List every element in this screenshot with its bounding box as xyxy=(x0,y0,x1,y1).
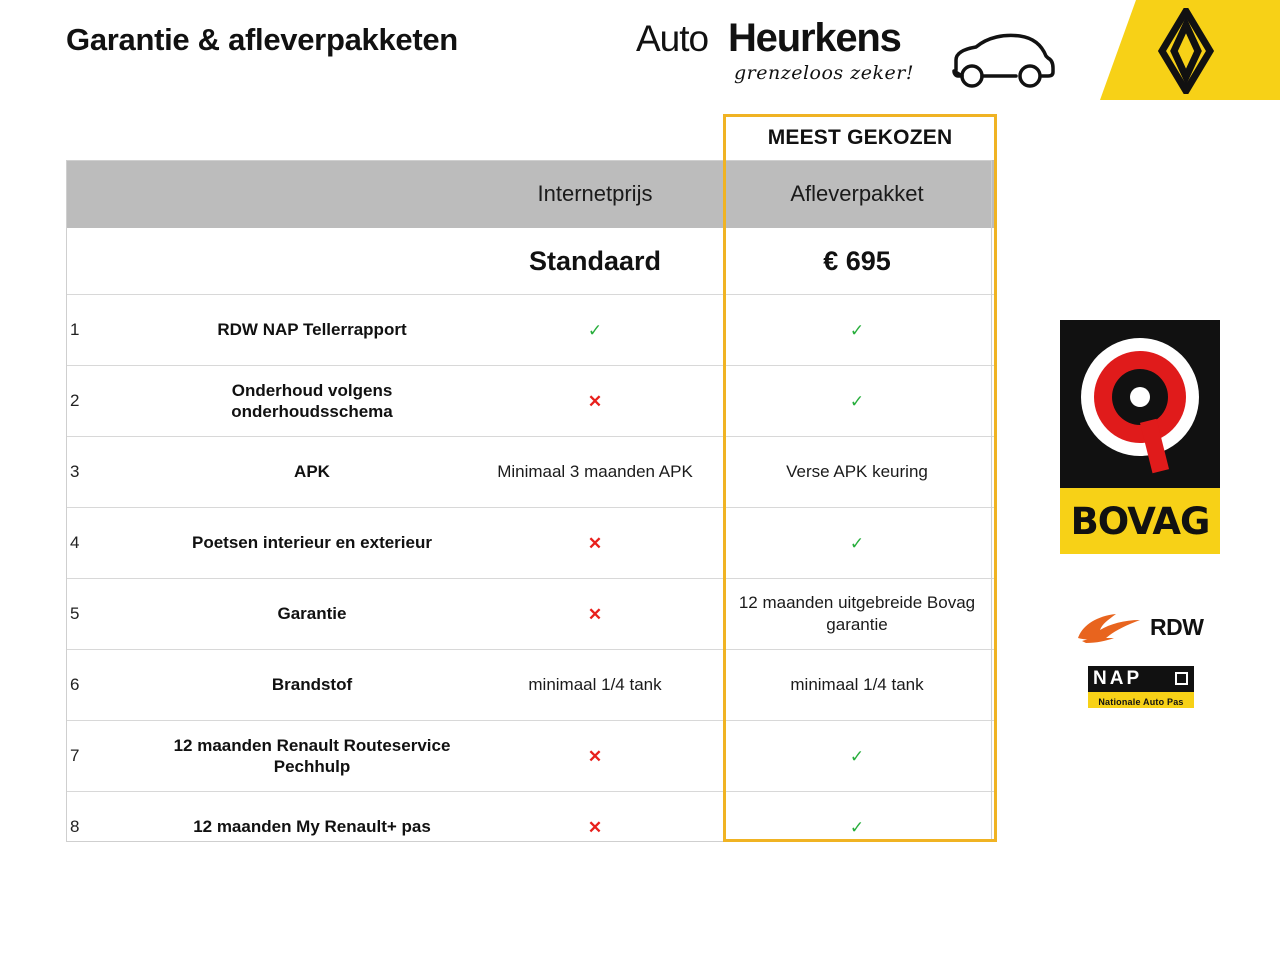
header-cell-package: Afleverpakket xyxy=(720,160,994,228)
header-cell-standard: Internetprijs xyxy=(470,160,720,228)
rdw-logo xyxy=(1072,608,1212,648)
nap-logo xyxy=(1088,666,1194,708)
header-cell-number xyxy=(66,160,154,228)
row-standard-value: ✕ xyxy=(470,508,720,579)
row-number: 4 xyxy=(66,508,154,579)
table-price-row xyxy=(66,228,994,295)
price-cell-package: € 695 xyxy=(720,228,994,295)
brand-tagline: grenzeloos zeker! xyxy=(734,62,914,84)
row-package-value: 12 maanden uitgebreide Bovag garantie xyxy=(720,579,994,650)
table-row xyxy=(66,579,994,650)
auto-heurkens-logo xyxy=(636,14,1056,90)
comparison-table xyxy=(66,160,994,862)
row-package-value: ✓ xyxy=(720,508,994,579)
car-icon xyxy=(946,26,1056,93)
row-package-value: ✓ xyxy=(720,295,994,366)
price-cell-standard: Standaard xyxy=(470,228,720,295)
row-number: 7 xyxy=(66,721,154,792)
row-standard-value: ✕ xyxy=(470,721,720,792)
table-row xyxy=(66,437,994,508)
bovag-logo xyxy=(1060,320,1220,554)
brand-word-auto: Auto xyxy=(636,18,709,59)
row-standard-value: Minimaal 3 maanden APK xyxy=(470,437,720,508)
row-number: 5 xyxy=(66,579,154,650)
row-package-value: ✓ xyxy=(849,817,865,837)
row-feature: Brandstof xyxy=(154,650,470,721)
nap-mark xyxy=(1088,666,1194,692)
page-header xyxy=(0,0,1280,100)
row-feature: 12 maanden My Renault+ pas xyxy=(193,817,431,837)
table-row xyxy=(66,295,994,366)
row-package-value: ✓ xyxy=(720,721,994,792)
row-number: 2 xyxy=(66,366,154,437)
row-feature: Onderhoud volgens onderhoudsschema xyxy=(154,366,470,437)
row-package-value: minimaal 1/4 tank xyxy=(720,650,994,721)
nap-subtitle: Nationale Auto Pas xyxy=(1098,697,1184,707)
brand-word-heurkens: Heurkens xyxy=(728,16,901,60)
nap-subtitle-bar xyxy=(1088,692,1194,708)
table-row xyxy=(66,792,994,863)
row-standard-value: ✓ xyxy=(470,295,720,366)
header-cell-feature xyxy=(154,160,470,228)
row-feature: Garantie xyxy=(154,579,470,650)
row-feature: RDW NAP Tellerrapport xyxy=(154,295,470,366)
price-cell-number xyxy=(66,228,154,295)
row-standard-value: ✕ xyxy=(587,817,603,837)
renault-diamond-icon xyxy=(1140,8,1232,99)
nap-letters: NAP xyxy=(1093,668,1143,689)
bovag-label: BOVAG xyxy=(1070,499,1210,543)
row-number: 1 xyxy=(66,295,154,366)
row-standard-value: minimaal 1/4 tank xyxy=(470,650,720,721)
row-standard-value: ✕ xyxy=(470,579,720,650)
table-header-row xyxy=(66,160,994,228)
rdw-flame-icon xyxy=(1072,608,1148,646)
row-feature: 12 maanden Renault Routeservice Pechhulp xyxy=(154,721,470,792)
nap-square-icon xyxy=(1175,672,1188,685)
row-package-value: Verse APK keuring xyxy=(720,437,994,508)
table-row xyxy=(66,366,994,437)
row-feature: Poetsen interieur en exterieur xyxy=(154,508,470,579)
row-number: 8 xyxy=(70,817,80,836)
rdw-label: RDW xyxy=(1150,614,1204,640)
row-standard-value: ✕ xyxy=(470,366,720,437)
price-cell-feature xyxy=(154,228,470,295)
row-number: 3 xyxy=(66,437,154,508)
table-row xyxy=(66,650,994,721)
table-row xyxy=(66,508,994,579)
row-package-value: ✓ xyxy=(720,366,994,437)
bovag-wordmark xyxy=(1060,488,1220,554)
table-row xyxy=(66,721,994,792)
bovag-mark-icon xyxy=(1060,320,1220,488)
most-chosen-banner: MEEST GEKOZEN xyxy=(767,126,953,149)
row-feature: APK xyxy=(154,437,470,508)
row-number: 6 xyxy=(66,650,154,721)
page-title: Garantie & afleverpakketen xyxy=(66,22,458,57)
